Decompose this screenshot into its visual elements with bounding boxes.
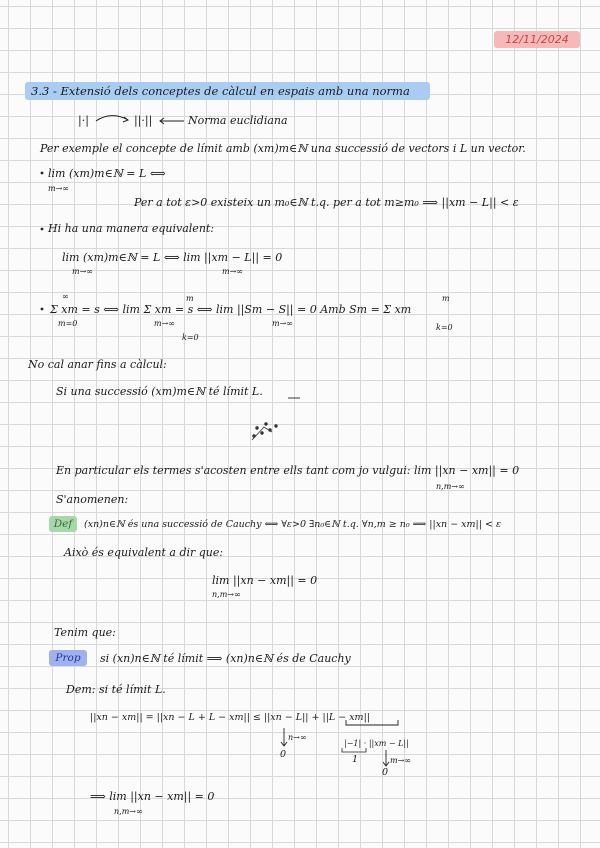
convergence-sketch-icon [252, 423, 277, 440]
calc-limit-line: Si una successió (xm)m∈ℕ té límit L. [56, 385, 263, 398]
def-equivalent-sub: n,m→∞ [212, 590, 241, 599]
series-inner-bottom: k=0 [182, 333, 199, 342]
equivalent-formula: lim (xm)m∈ℕ = L ⟺ lim ||xm − L|| = 0 [62, 251, 283, 264]
series-sum-top: ∞ [62, 292, 69, 301]
abs-symbol: |·| [78, 114, 89, 127]
proof-conclusion: ⟹ lim ||xn − xm|| = 0 [90, 790, 215, 803]
limit-definition-sub: m→∞ [48, 184, 69, 193]
series-inner-top: m [186, 294, 194, 303]
calc-particular: En particular els termes s'acosten entre ells tant com jo vulgui: lim ||xn − xm|| = 0 [56, 464, 520, 477]
proof-arrow-b: m→∞ [390, 756, 411, 765]
equivalent-sub-2: m→∞ [222, 267, 243, 276]
date-label: 12/11/2024 [494, 31, 580, 48]
def-equivalent-intro: Això és equivalent a dir que: [64, 546, 224, 559]
series-sum-bottom: m=0 [58, 319, 78, 328]
norm-arrow-icon [96, 116, 128, 121]
proof-one-b: 1 [352, 754, 359, 765]
proof-under-b: |−1| · ||xm − L|| [344, 739, 409, 748]
prop-tag: Prop [49, 650, 87, 666]
norm-symbol: ||·|| [134, 114, 153, 127]
limit-definition-lhs: lim (xm)m∈ℕ = L ⟺ [48, 167, 166, 180]
prop-have: Tenim que: [54, 626, 116, 639]
norm-label: Norma euclidiana [188, 114, 288, 127]
section-heading: 3.3 - Extensió dels conceptes de càlcul en espais amb una norma [25, 82, 430, 100]
series-s-top: m [442, 294, 450, 303]
proof-zero-a: 0 [280, 749, 287, 760]
proof-zero-b: 0 [382, 767, 389, 778]
proof-conclusion-sub: n,m→∞ [114, 807, 143, 816]
series-lim2-sub: m→∞ [272, 319, 293, 328]
equivalent-label: Hi ha una manera equivalent: [48, 222, 215, 235]
proof-under-a: n→∞ [288, 733, 307, 742]
limit-definition-rhs: Per a tot ε>0 existeix un m₀∈ℕ t.q. per a tot m≥m₀ ⟹ ||xm − L|| < ε [134, 196, 519, 209]
prop-text: si (xn)n∈ℕ té límit ⟹ (xn)n∈ℕ és de Cauchy [100, 652, 351, 665]
calc-particular-sub: n,m→∞ [436, 482, 465, 491]
series-s-bottom: k=0 [436, 323, 453, 332]
calc-called: S'anomenen: [56, 493, 129, 506]
example-intro: Per exemple el concepte de límit amb (xm)m∈ℕ una successió de vectors i L un vector. [40, 142, 526, 155]
proof-equation: ||xn − xm|| = ||xn − L + L − xm|| ≤ ||xn − L|| + ||L − xm|| [90, 712, 370, 723]
def-text: (xn)n∈ℕ és una successió de Cauchy ⟺ ∀ε>0 ∃n₀∈ℕ t.q. ∀n,m ≥ n₀ ⟹ ||xn − xm|| < ε [84, 519, 502, 530]
series-lim-sub: m→∞ [154, 319, 175, 328]
series-formula: Σ xm = s ⟺ lim Σ xm = s ⟺ lim ||Sm − S|| = 0 Amb Sm = Σ xm [50, 303, 412, 316]
calc-title: No cal anar fins a càlcul: [28, 358, 167, 371]
proof-label: Dem: si té límit L. [66, 683, 166, 696]
bullet-icon [41, 228, 44, 231]
equivalent-sub-1: m→∞ [72, 267, 93, 276]
def-tag: Def [49, 516, 77, 532]
bullet-icon [41, 172, 44, 175]
def-equivalent-formula: lim ||xn − xm|| = 0 [212, 574, 318, 587]
bullet-icon [41, 308, 44, 311]
